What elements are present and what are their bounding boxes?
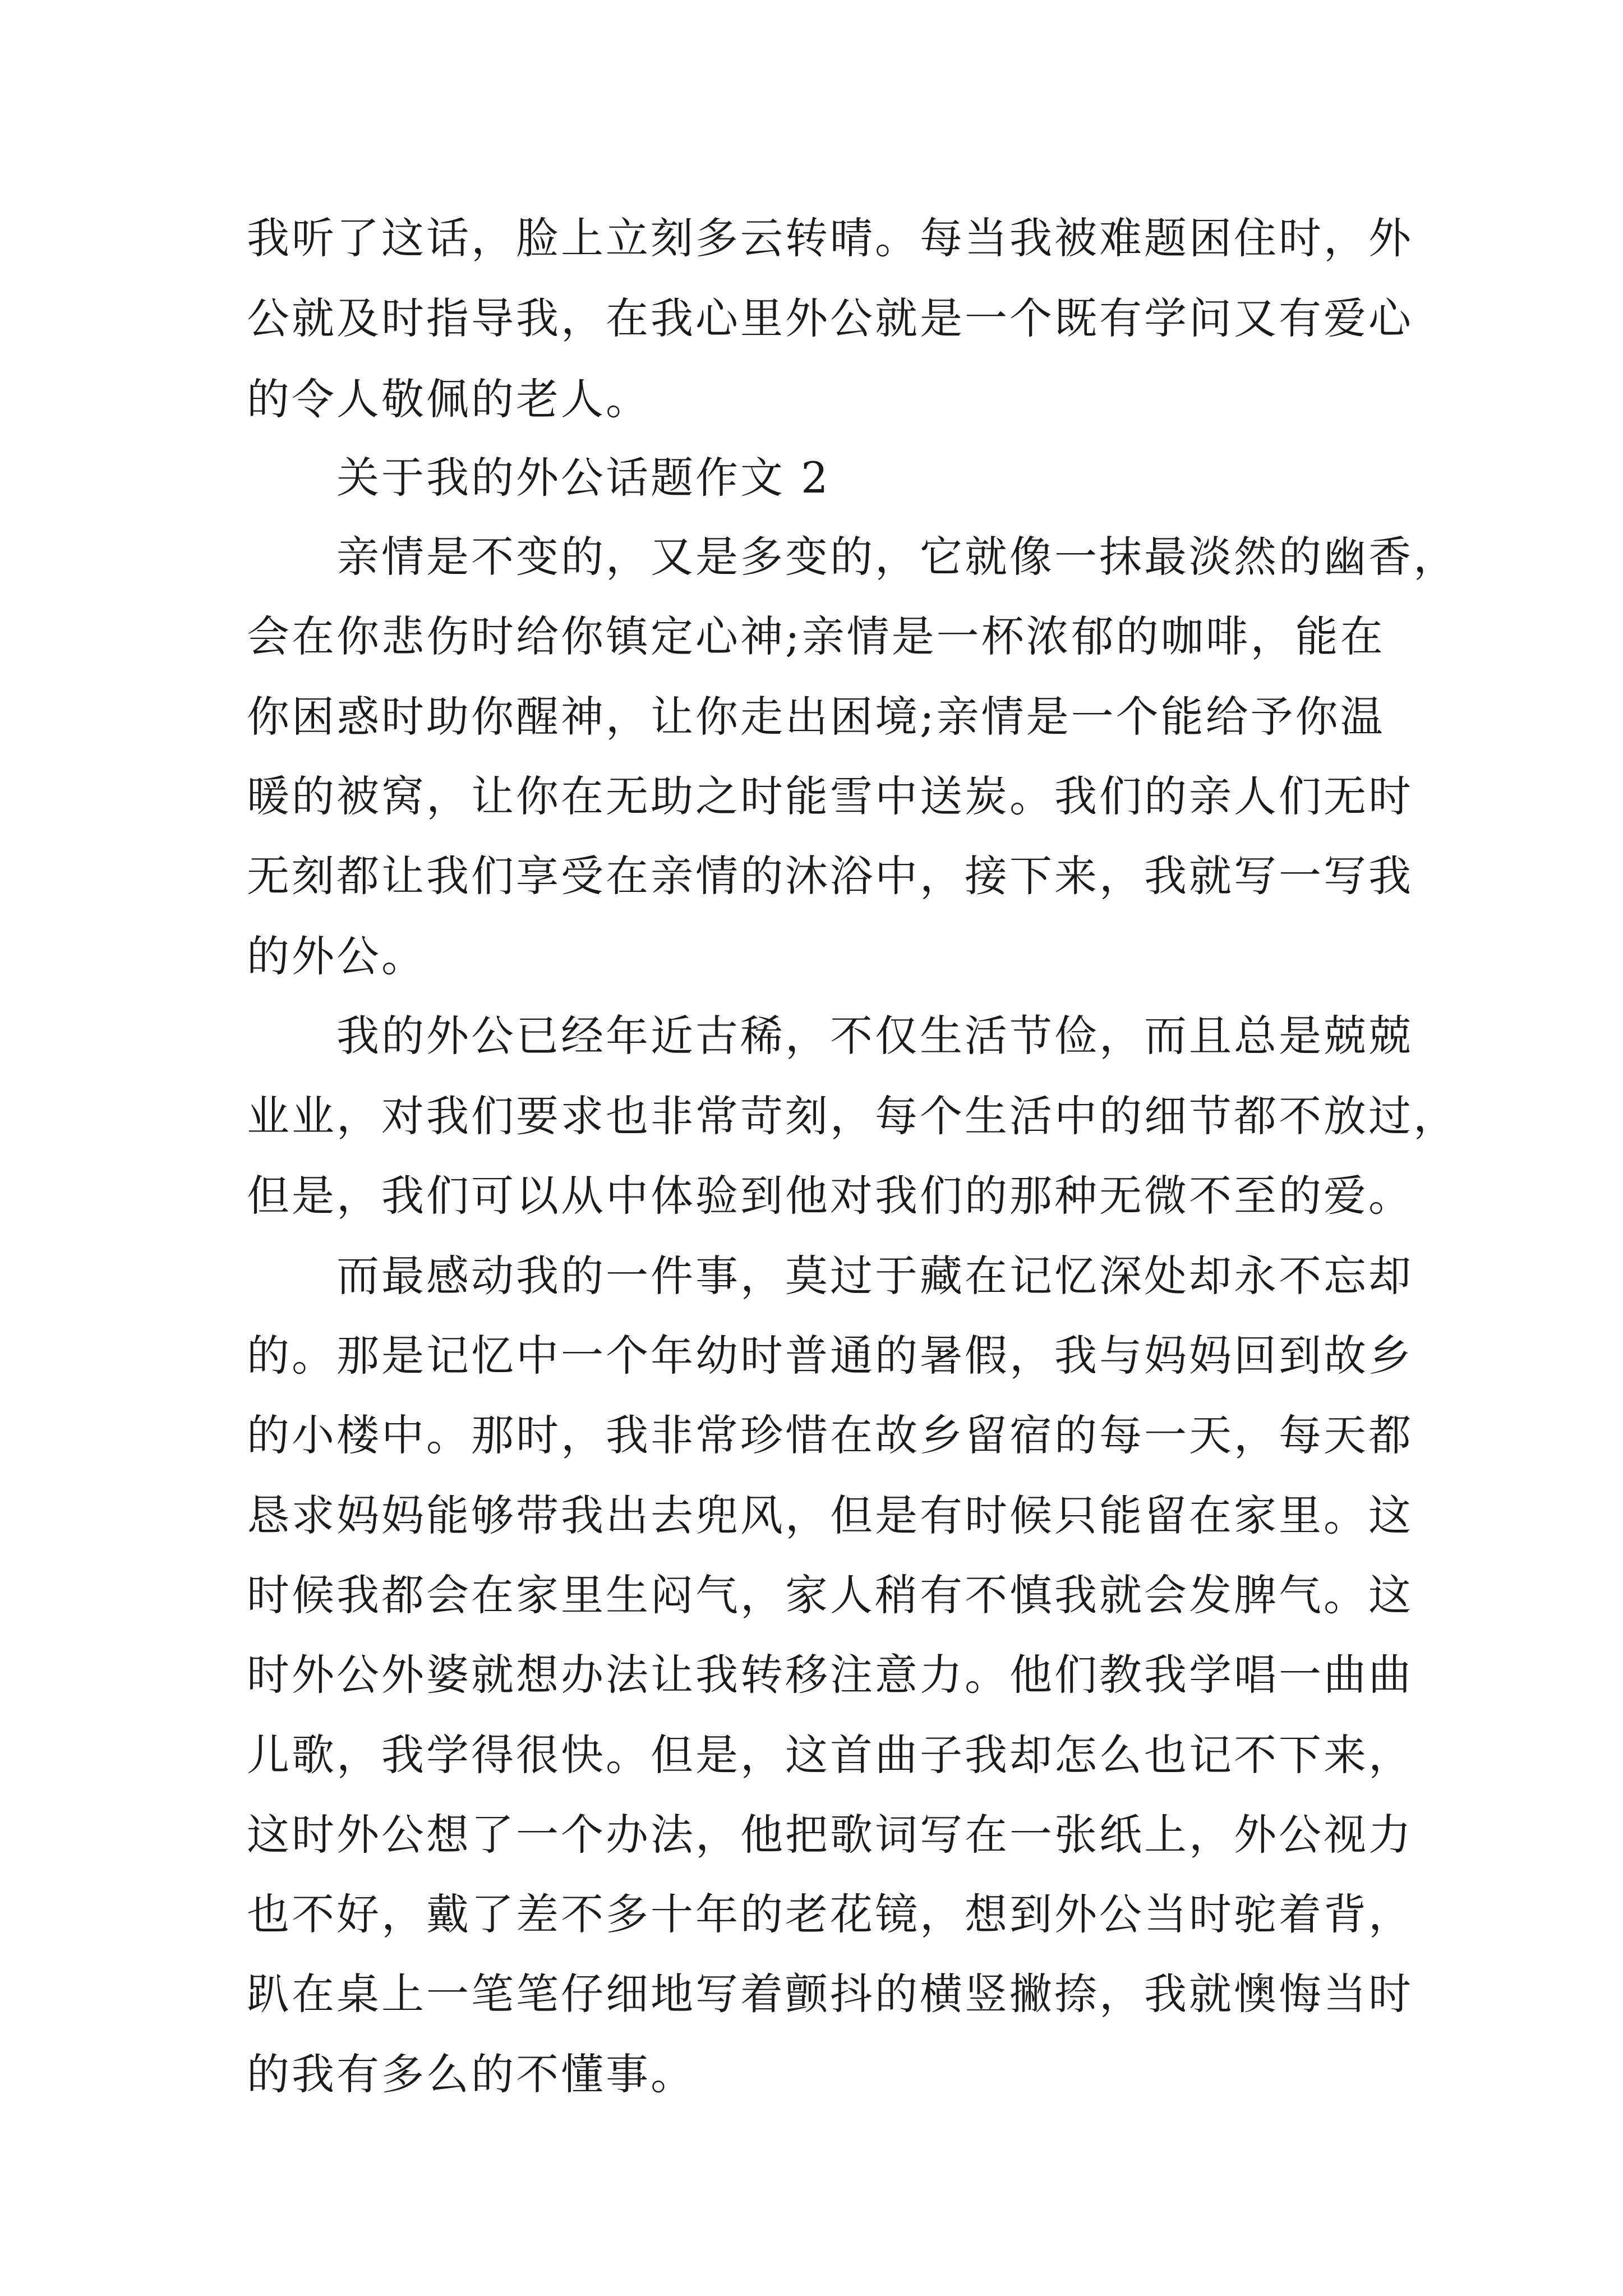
text-line: 但是，我们可以从中体验到他对我们的那种无微不至的爱。 [247,1171,1413,1221]
text-line: 的外公。 [247,931,426,981]
text-line: 暖的被窝，让你在无助之时能雪中送炭。我们的亲人们无时 [247,771,1413,821]
text-line: 亲情是不变的，又是多变的，它就像一抹最淡然的幽香， [336,532,1458,582]
text-line: 儿歌，我学得很快。但是，这首曲子我却怎么也记不下来， [247,1730,1413,1780]
text-line: 的我有多么的不懂事。 [247,2049,695,2099]
text-line: 时外公外婆就想办法让我转移注意力。他们教我学唱一曲曲 [247,1650,1413,1700]
text-line: 趴在桌上一笔笔仔细地写着颤抖的横竖撇捺，我就懊悔当时 [247,1969,1413,2019]
text-line: 而最感动我的一件事，莫过于藏在记忆深处却永不忘却 [336,1251,1413,1301]
section-heading: 关于我的外公话题作文 2 [336,453,831,503]
text-line: 恳求妈妈能够带我出去兜风，但是有时候只能留在家里。这 [247,1490,1413,1540]
text-line: 这时外公想了一个办法，他把歌词写在一张纸上，外公视力 [247,1810,1413,1860]
text-line: 我听了这话，脸上立刻多云转晴。每当我被难题困住时，外 [247,213,1413,263]
text-line: 的。那是记忆中一个年幼时普通的暑假，我与妈妈回到故乡 [247,1331,1413,1381]
text-line: 业业，对我们要求也非常苛刻，每个生活中的细节都不放过， [247,1091,1458,1141]
text-line: 我的外公已经年近古稀，不仅生活节俭，而且总是兢兢 [336,1011,1413,1061]
text-line: 公就及时指导我，在我心里外公就是一个既有学问又有爱心 [247,293,1413,343]
text-line: 你困惑时助你醒神，让你走出困境;亲情是一个能给予你温 [247,692,1385,742]
text-line: 也不好，戴了差不多十年的老花镜，想到外公当时驼着背， [247,1889,1413,1939]
text-line: 的令人敬佩的老人。 [247,374,651,424]
text-line: 的小楼中。那时，我非常珍惜在故乡留宿的每一天，每天都 [247,1410,1413,1460]
text-line: 会在你悲伤时给你镇定心神;亲情是一杯浓郁的咖啡，能在 [247,611,1385,661]
text-line: 时候我都会在家里生闷气，家人稍有不慎我就会发脾气。这 [247,1570,1413,1620]
text-line: 无刻都让我们享受在亲情的沐浴中，接下来，我就写一写我 [247,851,1413,901]
